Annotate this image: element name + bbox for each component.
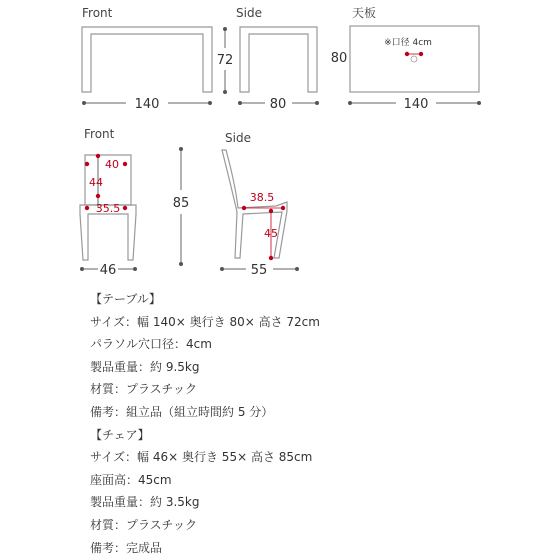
chair-weight: 製品重量：約 3.5kg xyxy=(90,495,200,510)
table-front-shape xyxy=(82,27,212,92)
dimension-marker xyxy=(242,206,246,210)
tabletop-rect xyxy=(350,26,479,92)
chair-back-width-value: 40 xyxy=(105,158,119,171)
chair-width-value: 46 xyxy=(99,263,117,278)
chair-front-label: Front xyxy=(84,127,115,141)
tabletop-view xyxy=(331,5,481,112)
dimension-marker xyxy=(96,194,100,198)
dimension-marker xyxy=(269,209,273,213)
chair-material: 材質：プラスチック xyxy=(90,517,198,532)
table-height-value: 72 xyxy=(216,53,234,68)
table-height-dimension xyxy=(217,27,234,94)
tabletop-label: 天板 xyxy=(352,6,377,20)
chair-seat-width-value: 35.5 xyxy=(95,202,121,215)
chair-size: サイズ：幅 46× 奥行き 55× 高さ 85cm xyxy=(90,450,313,465)
dimension-dot xyxy=(238,101,242,105)
dimension-dot xyxy=(477,101,481,105)
chair-height-dimension xyxy=(173,147,190,266)
dimension-marker xyxy=(281,206,285,210)
spec-list xyxy=(90,288,550,559)
table-weight: 製品重量：約 9.5kg xyxy=(90,359,200,374)
chair-depth-value: 55 xyxy=(250,263,268,278)
dimension-marker xyxy=(96,154,100,158)
chair-side-shape xyxy=(222,150,287,258)
dimension-dot xyxy=(80,267,84,271)
table-parasol-hole: パラソル穴口径：4cm xyxy=(90,337,212,352)
table-front-label: Front xyxy=(82,6,113,20)
table-front-view xyxy=(82,6,212,112)
dimension-dot xyxy=(348,101,352,105)
parasol-hole-note: ※口径 4cm xyxy=(384,38,432,48)
table-size: サイズ：幅 140× 奥行き 80× 高さ 72cm xyxy=(90,314,320,329)
parasol-hole xyxy=(411,56,417,62)
dimension-dot xyxy=(315,101,319,105)
chair-note: 備考：完成品 xyxy=(90,540,163,555)
top-width-value: 140 xyxy=(403,97,429,112)
top-depth-value: 80 xyxy=(330,51,348,66)
table-note: 備考：組立品（組立時間約 5 分） xyxy=(90,404,274,419)
table-side-label: Side xyxy=(236,6,262,20)
dimension-dot xyxy=(223,27,227,31)
hole-marker xyxy=(419,52,423,56)
table-side-shape xyxy=(240,27,317,92)
dimension-dot xyxy=(208,101,212,105)
dimension-marker xyxy=(123,162,127,166)
dimension-marker xyxy=(123,206,127,210)
dimension-marker xyxy=(85,162,89,166)
chair-seat-depth-value: 38.5 xyxy=(249,191,275,204)
dimension-dot xyxy=(223,90,227,94)
chair-front-view xyxy=(80,127,137,278)
dimension-dot xyxy=(82,101,86,105)
chair-spec-header: 【チェア】 xyxy=(90,427,150,442)
table-side-view xyxy=(236,6,319,112)
chair-side-view xyxy=(220,131,299,278)
dimension-dot xyxy=(220,267,224,271)
dimension-dot xyxy=(133,267,137,271)
dimension-dot xyxy=(179,262,183,266)
table-width-value: 140 xyxy=(134,97,160,112)
dimension-marker xyxy=(85,206,89,210)
chair-side-label: Side xyxy=(225,131,251,145)
table-material: 材質：プラスチック xyxy=(90,382,198,397)
hole-marker xyxy=(405,52,409,56)
dimension-dot xyxy=(179,147,183,151)
chair-height-value: 85 xyxy=(172,196,190,211)
dimension-marker xyxy=(269,256,273,260)
chair-seat-height: 座面高：45cm xyxy=(90,472,172,487)
table-spec-header: 【テーブル】 xyxy=(90,292,161,306)
dimension-dot xyxy=(295,267,299,271)
chair-seat-height-value: 45 xyxy=(264,227,278,240)
chair-back-height-value: 44 xyxy=(89,176,103,189)
table-depth-value: 80 xyxy=(269,97,287,112)
